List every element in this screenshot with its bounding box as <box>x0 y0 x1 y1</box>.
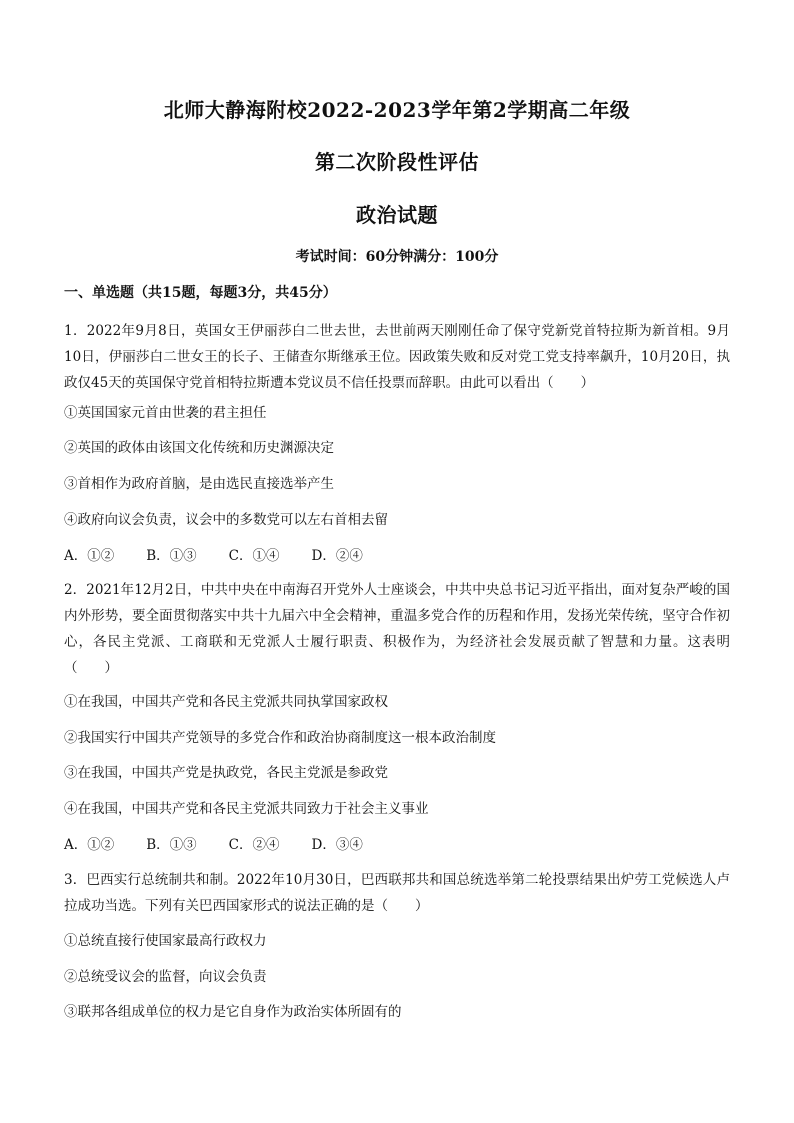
question-1-stem: 1．2022年9月8日，英国女王伊丽莎白二世去世，去世前两天刚刚任命了保守党新党首特拉斯为新首相。9月10日，伊丽莎白二世女王的长子、王储查尔斯继承王位。因政策失败和反对党工党支持率飙升，10月20日，执政仅45天的英国保守党首相特拉斯遭本党议员不信任投票而辞职。由此可以看出（ ） <box>64 323 730 391</box>
question-1-statement-3: ③首相作为政府首脑，是由选民直接选举产生 <box>64 476 334 492</box>
question-2-option-b: B．①③ <box>146 837 197 853</box>
question-2-option-d: D．③④ <box>311 837 363 853</box>
question-1-statement-2: ②英国的政体由该国文化传统和历史渊源决定 <box>64 440 334 456</box>
question-2-options <box>64 835 395 855</box>
question-1-option-a: A．①② <box>64 548 115 564</box>
school-title: 北师大静海附校2022-2023学年第2学期高二年级 <box>163 98 631 122</box>
subject-title: 政治试题 <box>356 203 438 227</box>
assessment-title: 第二次阶段性评估 <box>315 150 479 174</box>
question-2-option-c: C．②④ <box>228 837 280 853</box>
question-1-statement-1: ①英国国家元首由世袭的君主担任 <box>64 405 267 421</box>
exam-info: 考试时间：60分钟满分：100分 <box>295 249 499 265</box>
question-2-statement-2: ②我国实行中国共产党领导的多党合作和政治协商制度这一根本政治制度 <box>64 730 496 746</box>
question-2-statement-3: ③在我国，中国共产党是执政党，各民主党派是参政党 <box>64 765 388 781</box>
question-3-statement-2: ②总统受议会的监督，向议会负责 <box>64 969 267 985</box>
question-3-statement-3: ③联邦各组成单位的权力是它自身作为政治实体所固有的 <box>64 1004 402 1020</box>
question-1-option-c: C．①④ <box>228 548 280 564</box>
question-1-options <box>64 546 395 566</box>
section-heading: 一、单选题（共15题，每题3分，共45分） <box>64 285 337 301</box>
question-2-stem: 2．2021年12月2日，中共中央在中南海召开党外人士座谈会，中共中央总书记习近平指出，面对复杂严峻的国内外形势，要全面贯彻落实中共十九届六中全会精神，重温多党合作的历程和作用，发扬光荣传统，坚守合作初心，各民主党派、工商联和无党派人士履行职责、积极作为，为经济社会发展贡献了智慧和力量。这表明（ ） <box>64 582 730 676</box>
question-1-option-d: D．②④ <box>311 548 363 564</box>
question-3-statement-1: ①总统直接行使国家最高行政权力 <box>64 933 267 949</box>
question-2-statement-4: ④在我国，中国共产党和各民主党派共同致力于社会主义事业 <box>64 801 429 817</box>
question-1-statement-4: ④政府向议会负责，议会中的多数党可以左右首相去留 <box>64 512 388 528</box>
question-3-stem: 3．巴西实行总统制共和制。2022年10月30日，巴西联邦共和国总统选举第二轮投票结果出炉劳工党候选人卢拉成功当选。下列有关巴西国家形式的说法正确的是（ ） <box>64 872 730 914</box>
question-1-option-b: B．①③ <box>146 548 197 564</box>
question-2-option-a: A．①② <box>64 837 115 853</box>
question-2-statement-1: ①在我国，中国共产党和各民主党派共同执掌国家政权 <box>64 694 388 710</box>
